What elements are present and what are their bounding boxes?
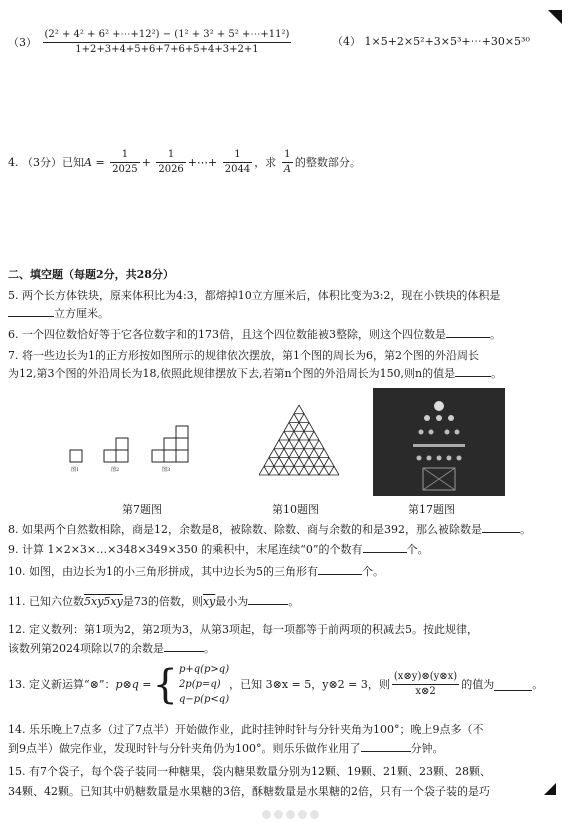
problem-15-line-1: 15. 有7个袋子，每个袋子装同一种糖果，袋内糖果数量分别为12颗、19颗、21颗、23颗、28颗、 bbox=[8, 765, 491, 778]
figure-7-squares bbox=[62, 420, 192, 476]
problem-6-text: 6. 一个四位数恰好等于它各位数字和的173倍，且这个四位数能被3整除，则这个四位数是 bbox=[8, 328, 446, 341]
frac-2-num: 1 bbox=[156, 148, 185, 163]
problem-7-end: 。 bbox=[491, 367, 503, 380]
problem-13-case-1: p+q(p>q) bbox=[178, 664, 230, 675]
problem-6-end: 。 bbox=[489, 328, 501, 341]
problem-11-end: 。 bbox=[288, 595, 300, 608]
fig7-square bbox=[116, 438, 128, 450]
problem-11-mid: 是73的倍数，则 bbox=[122, 595, 203, 608]
figure-17-caption: 第17题图 bbox=[408, 503, 455, 516]
problem-4-sub bbox=[332, 34, 530, 49]
problem-13-brace: { bbox=[152, 661, 178, 708]
problem-11-number: 5xy5xy bbox=[84, 595, 123, 608]
problem-4-plus: + bbox=[141, 155, 151, 169]
problem-13-end: 。 bbox=[532, 677, 544, 691]
problem-5-unit: 立方厘米。 bbox=[54, 307, 109, 320]
fig10-grid-line bbox=[269, 414, 304, 475]
fig7-square bbox=[164, 450, 176, 462]
problem-15-line-2: 34颗、42颗。已知其中奶糖数量是水果糖的3倍，酥糖数量是水果糖的2倍，只有一个袋子装的是巧 bbox=[8, 785, 490, 798]
frac-inverse-den: A bbox=[283, 164, 291, 175]
problem-13-case-3: q−p(p<q) bbox=[178, 694, 230, 705]
problem-13-frac-num: (x⊗y)⊗(y⊗x) bbox=[392, 670, 459, 685]
problem-4-frac-3 bbox=[223, 148, 252, 177]
figure-7-caption: 第7题图 bbox=[122, 503, 162, 516]
problem-4-lead: 4. （3分）已知 bbox=[8, 155, 84, 169]
answer-blank-10[interactable] bbox=[318, 574, 362, 575]
problem-7-text: 为12,第3个图的外沿周长为18,依照此规律摆放下去,若第n个图的外沿周长为150,则n的值是 bbox=[8, 367, 456, 380]
answer-blank-14[interactable] bbox=[361, 751, 411, 752]
figure-17-pattern bbox=[373, 388, 505, 496]
answer-blank-8[interactable] bbox=[482, 532, 520, 533]
problem-3-label: （3） bbox=[8, 35, 37, 49]
problem-4-ellipsis: +⋯+ bbox=[187, 155, 218, 169]
fig7-label-3: 图3 bbox=[162, 467, 171, 473]
section-2-title: 二、填空题（每题2分，共28分） bbox=[8, 268, 174, 281]
problem-4-tail-1: ，求 bbox=[254, 155, 277, 169]
problem-3-fraction bbox=[43, 28, 292, 57]
problem-12-end: 。 bbox=[204, 642, 215, 655]
figure-17-photo bbox=[373, 388, 505, 496]
frac-3-num: 1 bbox=[223, 148, 252, 163]
problem-10-end: 个。 bbox=[362, 565, 384, 578]
problem-13-cases bbox=[179, 662, 229, 707]
problem-13-fraction bbox=[392, 670, 459, 699]
answer-blank-5[interactable] bbox=[8, 316, 54, 317]
fig7-square bbox=[70, 450, 82, 462]
problem-14-text: 到9点半）做完作业，发现时针与分针夹角仍为100°。则乐乐做作业用了 bbox=[8, 742, 361, 755]
problem-12-line-2 bbox=[8, 641, 215, 656]
answer-blank-7[interactable] bbox=[455, 376, 491, 377]
answer-blank-13[interactable] bbox=[494, 678, 532, 691]
problem-5-line-1: 5. 两个长方体铁块，原来体积比为4:3，都熔掉10立方厘米后，体积比变为3:2，现在小铁块的体积是 bbox=[8, 289, 501, 302]
problem-12-line-1: 12. 定义数列：第1项为2，第2项为3，从第3项起，每一项都等于前两项的积减去5。按此规律， bbox=[8, 623, 478, 636]
problem-9-end: 个。 bbox=[406, 543, 429, 556]
fig10-grid-line bbox=[264, 466, 269, 475]
figure-10-triangle-grid bbox=[256, 402, 342, 478]
problem-9 bbox=[8, 542, 429, 557]
problem-8-end: 。 bbox=[519, 523, 531, 536]
problem-14-line-1: 14. 乐乐晚上7点多（过了7点半）开始做作业，此时挂钟时针与分针夹角为100°；晚上9点多（不 bbox=[8, 723, 484, 736]
fig10-grid-line bbox=[284, 431, 309, 475]
problem-6 bbox=[8, 327, 501, 342]
corner-mark-bottom-right bbox=[544, 783, 556, 795]
fig7-label-2: 图2 bbox=[111, 467, 120, 473]
problem-4 bbox=[8, 148, 361, 177]
problem-4-equals: = bbox=[91, 155, 109, 169]
problem-13-mid: ，已知 3⊗x = 5，y⊗2 = 3，则 bbox=[229, 677, 390, 691]
page-dot[interactable] bbox=[274, 810, 283, 819]
fig7-square bbox=[116, 450, 128, 462]
fig7-label-1: 图1 bbox=[71, 467, 80, 473]
frac-2-den: 2026 bbox=[158, 164, 184, 175]
fig7-square bbox=[176, 450, 188, 462]
problem-4-sub-expression: 1×5+2×5²+3×5³+⋯+30×5³⁰ bbox=[364, 35, 530, 48]
problem-4-sub-label: （4） bbox=[332, 35, 361, 48]
problem-10-text: 10. 如图，由边长为1的小三角形拼成，其中边长为5的三角形有 bbox=[8, 565, 318, 578]
answer-blank-11[interactable] bbox=[248, 604, 288, 605]
frac-1-den: 2025 bbox=[112, 164, 138, 175]
fig7-square bbox=[176, 438, 188, 450]
problem-8 bbox=[8, 522, 531, 537]
fig7-square bbox=[104, 450, 116, 462]
problem-13-pre: 13. 定义新运算“⊗”： bbox=[8, 677, 116, 691]
problem-3-numerator: (2² + 4² + 6² +⋯+12²) − (1² + 3² + 5² +⋯+11²) bbox=[43, 28, 292, 43]
page-dot[interactable] bbox=[262, 810, 271, 819]
problem-12-text: 该数列第2024项除以7的余数是 bbox=[8, 642, 164, 655]
page-indicator-dots bbox=[262, 808, 322, 823]
corner-mark-top-right bbox=[548, 10, 562, 24]
answer-blank-6[interactable] bbox=[446, 337, 490, 338]
fig7-square bbox=[164, 438, 176, 450]
problem-14-end: 分钟。 bbox=[410, 742, 444, 755]
problem-4-frac-2 bbox=[156, 148, 185, 177]
problem-11-post: 最小为 bbox=[215, 595, 249, 608]
problem-11-xy: $\overline{xy}$ bbox=[202, 595, 216, 608]
problem-3-denominator: 1+2+3+4+5+6+7+6+5+4+3+2+1 bbox=[75, 44, 259, 55]
fig10-grid-line bbox=[294, 414, 329, 475]
problem-8-text: 8. 如果两个自然数相除，商是12，余数是8，被除数、除数、商与余数的和是392，那么被除数是 bbox=[8, 523, 482, 536]
problem-13-def: p⊗q = bbox=[115, 677, 152, 691]
problem-7-line-1: 7. 将一些边长为1的正方形按如图所示的规律依次摆放，第1个图的周长为6，第2个图的外沿周长 bbox=[8, 349, 479, 362]
page-dot[interactable] bbox=[298, 810, 307, 819]
problem-4-tail-2: 的整数部分。 bbox=[294, 155, 361, 169]
fig7-square bbox=[152, 450, 164, 462]
problem-7-line-2 bbox=[8, 366, 502, 381]
problem-11-pre: 11. 已知六位数 bbox=[8, 595, 84, 608]
problem-5-line-2 bbox=[8, 306, 109, 321]
problem-14-line-2 bbox=[8, 741, 444, 756]
frac-1-num: 1 bbox=[110, 148, 139, 163]
problem-10 bbox=[8, 564, 384, 579]
problem-13-case-2: 2p(p=q) bbox=[178, 679, 221, 690]
page-dot[interactable] bbox=[286, 810, 295, 819]
answer-blank-9[interactable] bbox=[363, 552, 407, 553]
problem-13-frac-den: x⊗2 bbox=[415, 686, 436, 697]
fig10-grid-line bbox=[289, 431, 314, 475]
figure-10-caption: 第10题图 bbox=[272, 503, 319, 516]
problem-13 bbox=[8, 662, 543, 707]
problem-4-frac-1 bbox=[110, 148, 139, 177]
problem-4-frac-inverse bbox=[282, 148, 293, 177]
fig7-square bbox=[176, 426, 188, 438]
answer-blank-12[interactable] bbox=[164, 651, 204, 652]
problem-13-post: 的值为 bbox=[461, 677, 495, 691]
frac-inverse-num: 1 bbox=[282, 148, 293, 163]
problem-3 bbox=[8, 28, 293, 57]
problem-9-text: 9. 计算 1×2×3×…×348×349×350 的乘积中，末尾连续“0”的个数有 bbox=[8, 543, 363, 556]
fig10-grid-line bbox=[329, 466, 334, 475]
page-dot[interactable] bbox=[310, 810, 319, 819]
problem-4-var-a: A bbox=[84, 155, 92, 169]
problem-11 bbox=[8, 594, 299, 609]
frac-3-den: 2044 bbox=[224, 164, 251, 175]
